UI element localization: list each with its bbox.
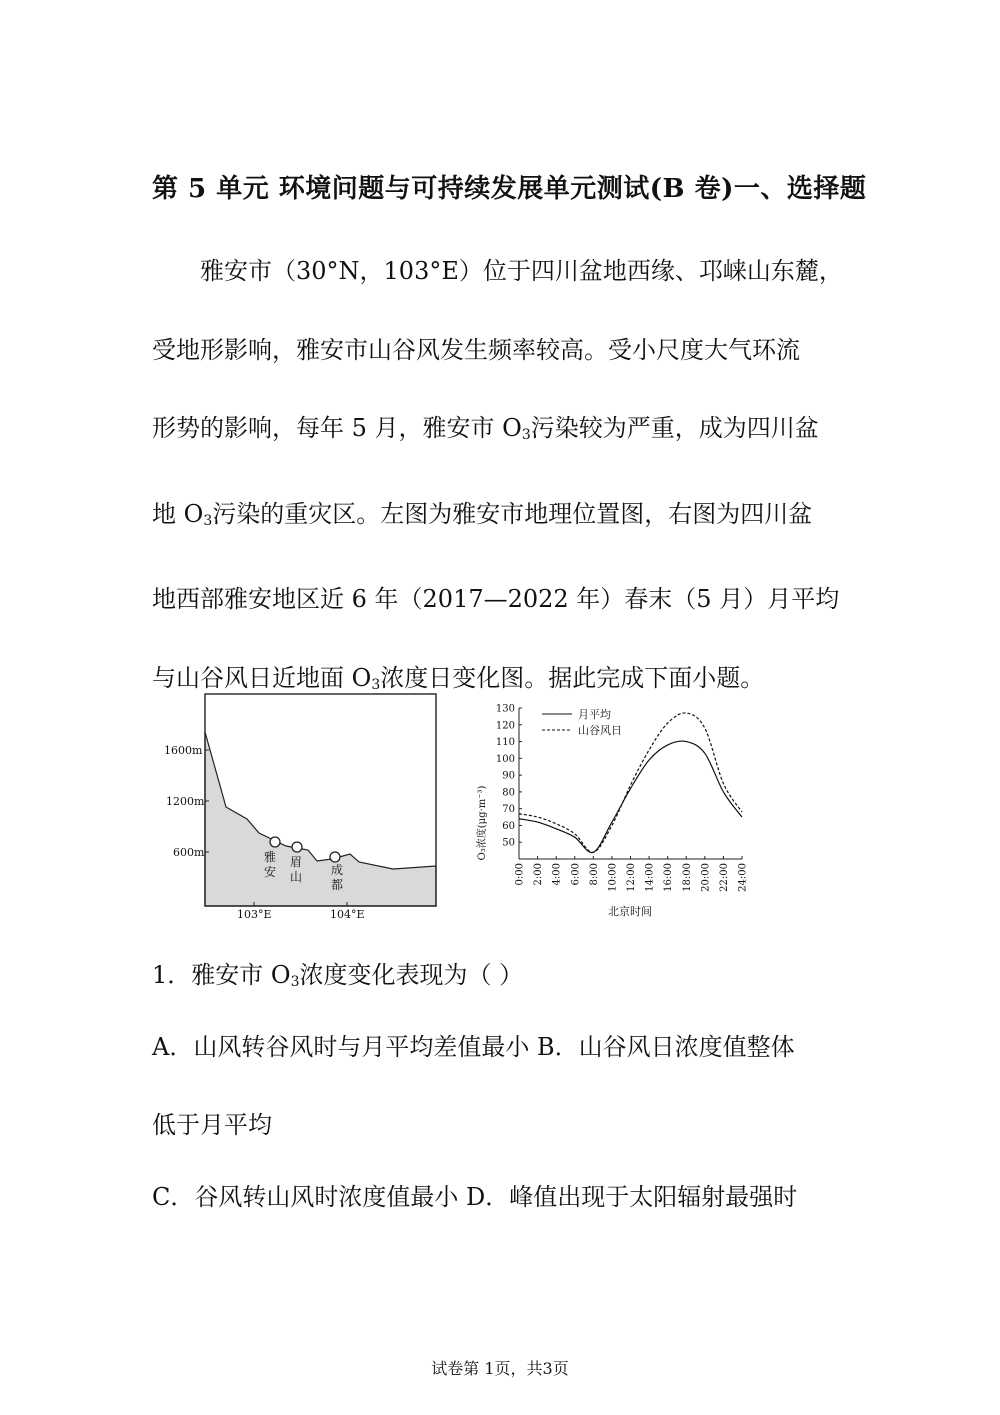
x-tick-label: 24:00 — [737, 863, 749, 892]
x-tick-label: 14:00 — [644, 863, 656, 892]
city-marker-chengdu — [330, 852, 340, 862]
x-tick-label: 8:00 — [588, 863, 600, 886]
question-stem: 1．雅安市 $O_3$浓度变化表现为（ ） — [152, 961, 524, 990]
city-marker-meishan — [292, 842, 302, 852]
y-tick-label: 80 — [502, 787, 515, 799]
series-line-2 — [519, 713, 742, 852]
city-label-meishan-1: 眉 — [290, 855, 303, 869]
x-tick-label: 22:00 — [718, 863, 730, 892]
passage — [152, 232, 852, 724]
x-tick-label: 4:00 — [551, 863, 563, 886]
terrain-area — [205, 732, 436, 906]
city-marker-yaan — [270, 837, 280, 847]
terrain-profile-figure — [160, 688, 450, 923]
page-footer: 试卷第 1页，共3页 — [431, 1359, 569, 1378]
x-tick-label: 0:00 — [514, 863, 526, 886]
series-line-1 — [519, 741, 742, 853]
x-tick-label: 2:00 — [533, 863, 545, 886]
y-tick-label: 60 — [502, 820, 515, 832]
city-label-meishan-2: 山 — [290, 870, 303, 884]
legend-label-2: 山谷风日 — [578, 724, 622, 737]
x-axis-label: 北京时间 — [608, 905, 652, 918]
passage-line-3: 形势的影响，每年 5 月，雅安市 $O_3$污染较为严重，成为四川盆 — [152, 414, 819, 443]
y-tick-1200: 1200m — [166, 795, 205, 808]
x-tick-103E: 103°E — [237, 908, 272, 921]
y-tick-label: 70 — [502, 804, 515, 816]
options-cd: C．谷风转山风时浓度值最小 D．峰值出现于太阳辐射最强时 — [152, 1183, 798, 1211]
x-tick-label: 6:00 — [570, 863, 582, 886]
x-tick-label: 18:00 — [681, 863, 693, 892]
city-label-yaan-1: 雅 — [264, 850, 277, 864]
y-tick-1600: 1600m — [164, 744, 203, 757]
passage-line-1: 雅安市（30°N，103°E）位于四川盆地西缘、邛崃山东麓， — [200, 257, 843, 285]
o3-concentration-chart — [470, 695, 770, 925]
x-tick-label: 12:00 — [626, 863, 637, 892]
passage-line-4: 地 $O_3$污染的重灾区。左图为雅安市地理位置图，右图为四川盆 — [152, 499, 813, 529]
city-label-chengdu-2: 都 — [331, 878, 344, 892]
y-tick-label: 110 — [495, 737, 515, 749]
x-tick-104E: 104°E — [330, 908, 365, 921]
y-tick-label: 130 — [495, 703, 515, 715]
y-tick-label: 50 — [502, 837, 515, 849]
y-tick-label: 120 — [495, 720, 515, 732]
y-tick-label: 90 — [502, 770, 515, 782]
x-tick-label: 20:00 — [700, 863, 712, 892]
passage-line-6: 与山谷风日近地面 $O_3$浓度日变化图。据此完成下面小题。 — [152, 663, 765, 693]
passage-line-5: 地西部雅安地区近 6 年（2017—2022 年）春末（5 月）月平均 — [152, 585, 840, 613]
y-tick-600: 600m — [173, 846, 205, 859]
passage-line-2: 受地形影响，雅安市山谷风发生频率较高。受小尺度大气环流 — [152, 335, 800, 364]
y-tick-label: 100 — [495, 753, 515, 765]
city-label-chengdu-1: 成 — [331, 863, 344, 877]
x-tick-label: 10:00 — [607, 863, 619, 892]
city-label-yaan-2: 安 — [264, 865, 277, 879]
option-b-continued: 低于月平均 — [152, 1111, 272, 1139]
legend-label-1: 月平均 — [578, 708, 611, 721]
y-axis-label: O₃浓度(μg·m⁻³) — [477, 785, 488, 861]
options-ab: A．山风转谷风时与月平均差值最小 B．山谷风日浓度值整体 — [152, 1033, 795, 1061]
page-title: 第 5 单元 环境问题与可持续发展单元测试(B 卷)一、选择题 — [152, 174, 867, 204]
x-tick-label: 16:00 — [663, 863, 675, 892]
